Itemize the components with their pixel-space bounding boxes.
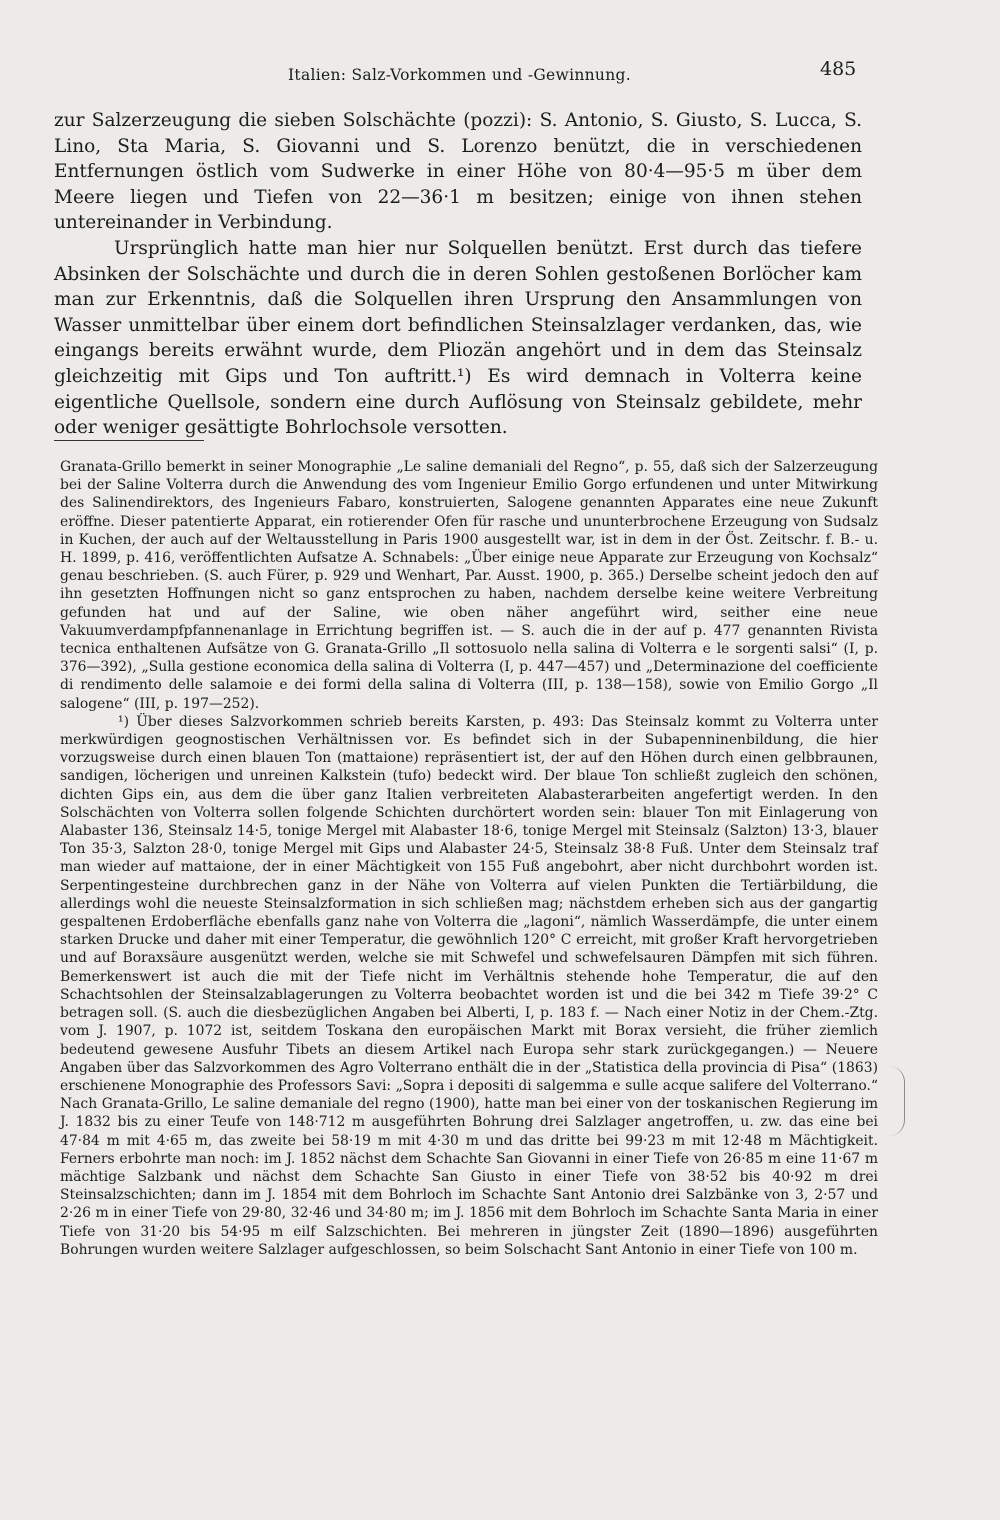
footnote: ¹) Über dieses Salzvorkommen schrieb bereits Karsten, p. 493: Das Steinsalz kommt zu Volterra unter merkwürdigen geognostischen Verhältnissen vor. Es befindet sich in der Subapenninenbildung, die hier vorzugsweise durch einen blauen Ton (mattaione) repräsentiert ist, der auf den Höhen durch einen gelbbraunen, sandigen, löcherigen und unreinen Kalkstein (tufo) bedeckt wird. Der blaue Ton schließt zugleich den schönen, dichten Gips ein, aus dem die über ganz Italien verbreiteten Alabasterarbeiten angefertigt werden. In den Solschächten von Volterra sollen folgende Schichten durchörtert worden sein: blauer Ton mit Einlagerung von Alabaster 136, Steinsalz 14·5, tonige Mergel mit Alabaster 18·6, tonige Mergel mit Steinsalz (Salzton) 13·3, blauer Ton 35·3, Salzton 28·0, tonige Mergel mit Gips und Alabaster 24·5, Steinsalz 38·8 Fuß. Unter dem Steinsalz traf man wieder auf mattaione, der in einer Mächtigkeit von 155 Fuß angebohrt, aber nicht durchbohrt worden ist. Serpentingesteine durchbrechen ganz in der Nähe von Volterra auf vielen Punkten die Tertiärbildung, die allerdings wohl die neueste Steinsalzformation in sich schließen mag; nächstdem erheben sich aus der gangartig gespaltenen Erdoberfläche ebenfalls ganz nahe von Volterra die „lagoni“, nämlich Wasserdämpfe, die unter einem starken Drucke und daher mit einer Temperatur, die gewöhnlich 120° C erreicht, mit großer Kraft hervorgetrieben und auf Boraxsäure ausgenützt werden, welche sie mit Schwefel und schwefelsauren Dämpfen mit sich führen. Bemerkenswert ist auch die mit der Tiefe nicht im Verhältnis stehende hohe Temperatur, die auf den Schachtsohlen der Steinsalzablagerungen zu Volterra beobachtet worden ist und die bei 342 m Tiefe 39·2° C betragen soll. (S. auch die diesbezüglichen Angaben bei Alberti, I, p. 183 f. — Nach einer Notiz in der Chem.-Ztg. vom J. 1907, p. 1072 ist, seitdem Toskana den europäischen Markt mit Borax versieht, die früher ziemlich bedeutend gewesene Ausfuhr Tibets an diesem Artikel nach Europa sehr stark zurückgegangen.) — Neuere Angaben über das Salzvorkommen des Agro Volterrano enthält die in der „Statistica della provincia di Pisa“ (1863) erschienene Monographie des Professors Savi: „Sopra i depositi di salgemma e sulle acque salifere del Volterrano.“ Nach Granata-Grillo, Le saline demaniale del regno (1900), hatte man bei einer von der toskanischen Regierung im J. 1832 bis zu einer Teufe von 148·712 m ausgeführten Bohrung drei Salzlager angetroffen, u. zw. das eine bei 47·84 m mit 4·65 m, das zweite bei 58·19 m mit 4·30 m und das dritte bei 99·23 m mit 12·48 m Mächtigkeit. Ferners erbohrte man noch: im J. 1852 nächst dem Schachte San Giovanni in einer Tiefe von 26·85 m eine 11·67 m mächtige Salzbank und nächst dem Schachte San Giusto in einer Tiefe von 38·52 bis 40·92 m drei Steinsalzschichten; dann im J. 1854 mit dem Bohrloch im Schachte Sant Antonio drei Salzbänke von 3, 2·57 und 2·26 m in einer Tiefe von 29·80, 32·46 und 34·80 m; im J. 1856 mit dem Bohrloch im Schachte Santa Maria in einer Tiefe von 31·20 bis 54·95 m eilf Salzschichten. Bei mehreren in jüngster Zeit (1890—1896) ausgeführten Bohrungen wurden weitere Salzlager aufgeschlossen, so beim Solschacht Sant Antonio in einer Tiefe von 100 m. [60, 713, 878, 1258]
running-title: Italien: Salz-Vorkommen und -Gewinnung. [288, 66, 631, 84]
footnote-separator [54, 440, 204, 441]
body-paragraph: Ursprünglich hatte man hier nur Solquellen benützt. Erst durch das tiefere Absinken der Solschächte und durch die in deren Sohlen gestoßenen Borlöcher kam man zur Erkenntnis, daß die Solquellen ihren Ursprung den Ansammlungen von Wasser unmittelbar über einem dort befindlichen Steinsalzlager verdanken, das, wie eingangs bereits erwähnt wurde, dem Pliozän angehört und in dem das Steinsalz gleichzeitig mit Gips und Ton auftritt.¹) Es wird demnach in Volterra keine eigentliche Quellsole, sondern eine durch Auflösung von Steinsalz gebildete, mehr oder weniger gesättigte Bohrlochsole versotten. [54, 237, 862, 439]
margin-bracket-mark [880, 1066, 905, 1136]
page-number: 485 [820, 58, 857, 80]
main-text [54, 108, 862, 441]
body-paragraph: zur Salzerzeugung die sieben Solschächte (pozzi): S. Antonio, S. Giusto, S. Lucca, S. Lino, Sta Maria, S. Giovanni und S. Lorenzo benützt, die in verschiedenen Entfernungen östlich vom Sudwerke in einer Höhe von 80·4—95·5 m über dem Meere liegen und Tiefen von 22—36·1 m besitzen; einige von ihnen stehen untereinander in Verbindung. [54, 110, 862, 234]
footnote: Granata-Grillo bemerkt in seiner Monographie „Le saline demaniali del Regno“, p. 55, daß sich der Salzerzeugung bei der Saline Volterra durch die Anwendung des vom Ingenieur Emilio Gorgo erfundenen und unter Mitwirkung des Salinendirektors, des Ingenieurs Fabaro, konstruierten, Salogene genannten Apparates eine neue Zukunft eröffne. Dieser patentierte Apparat, ein rotierender Ofen für rasche und ununterbrochene Erzeugung von Sudsalz in Kuchen, der auch auf der Weltausstellung in Paris 1900 ausgestellt war, ist in dem in der Öst. Zeitschr. f. B.- u. H. 1899, p. 416, veröffentlichten Aufsatze A. Schnabels: „Über einige neue Apparate zur Erzeugung von Kochsalz“ genau beschrieben. (S. auch Fürer, p. 929 und Wenhart, Par. Ausst. 1900, p. 365.) Derselbe scheint jedoch den auf ihn gesetzten Hoffnungen nicht so ganz entsprochen zu haben, nachdem derselbe keine weitere Verbreitung gefunden hat und auf der Saline, wie oben näher angeführt wird, seither eine neue Vakuumverdampfpfannenanlage in Errichtung begriffen ist. — S. auch die in der auf p. 477 genannten Rivista tecnica enthaltenen Aufsätze von G. Granata-Grillo „Il sottosuolo nella salina di Volterra e le sorgenti salsi“ (I, p. 376—392), „Sulla gestione economica della salina di Volterra (I, p. 447—457) und „Determinazione del coefficiente di rendimento delle salamoie e dei formi della salina di Volterra (III, p. 138—158), sowie von Emilio Gorgo „Il salogene“ (III, p. 197—252). [60, 459, 878, 712]
footnotes [60, 458, 878, 1259]
